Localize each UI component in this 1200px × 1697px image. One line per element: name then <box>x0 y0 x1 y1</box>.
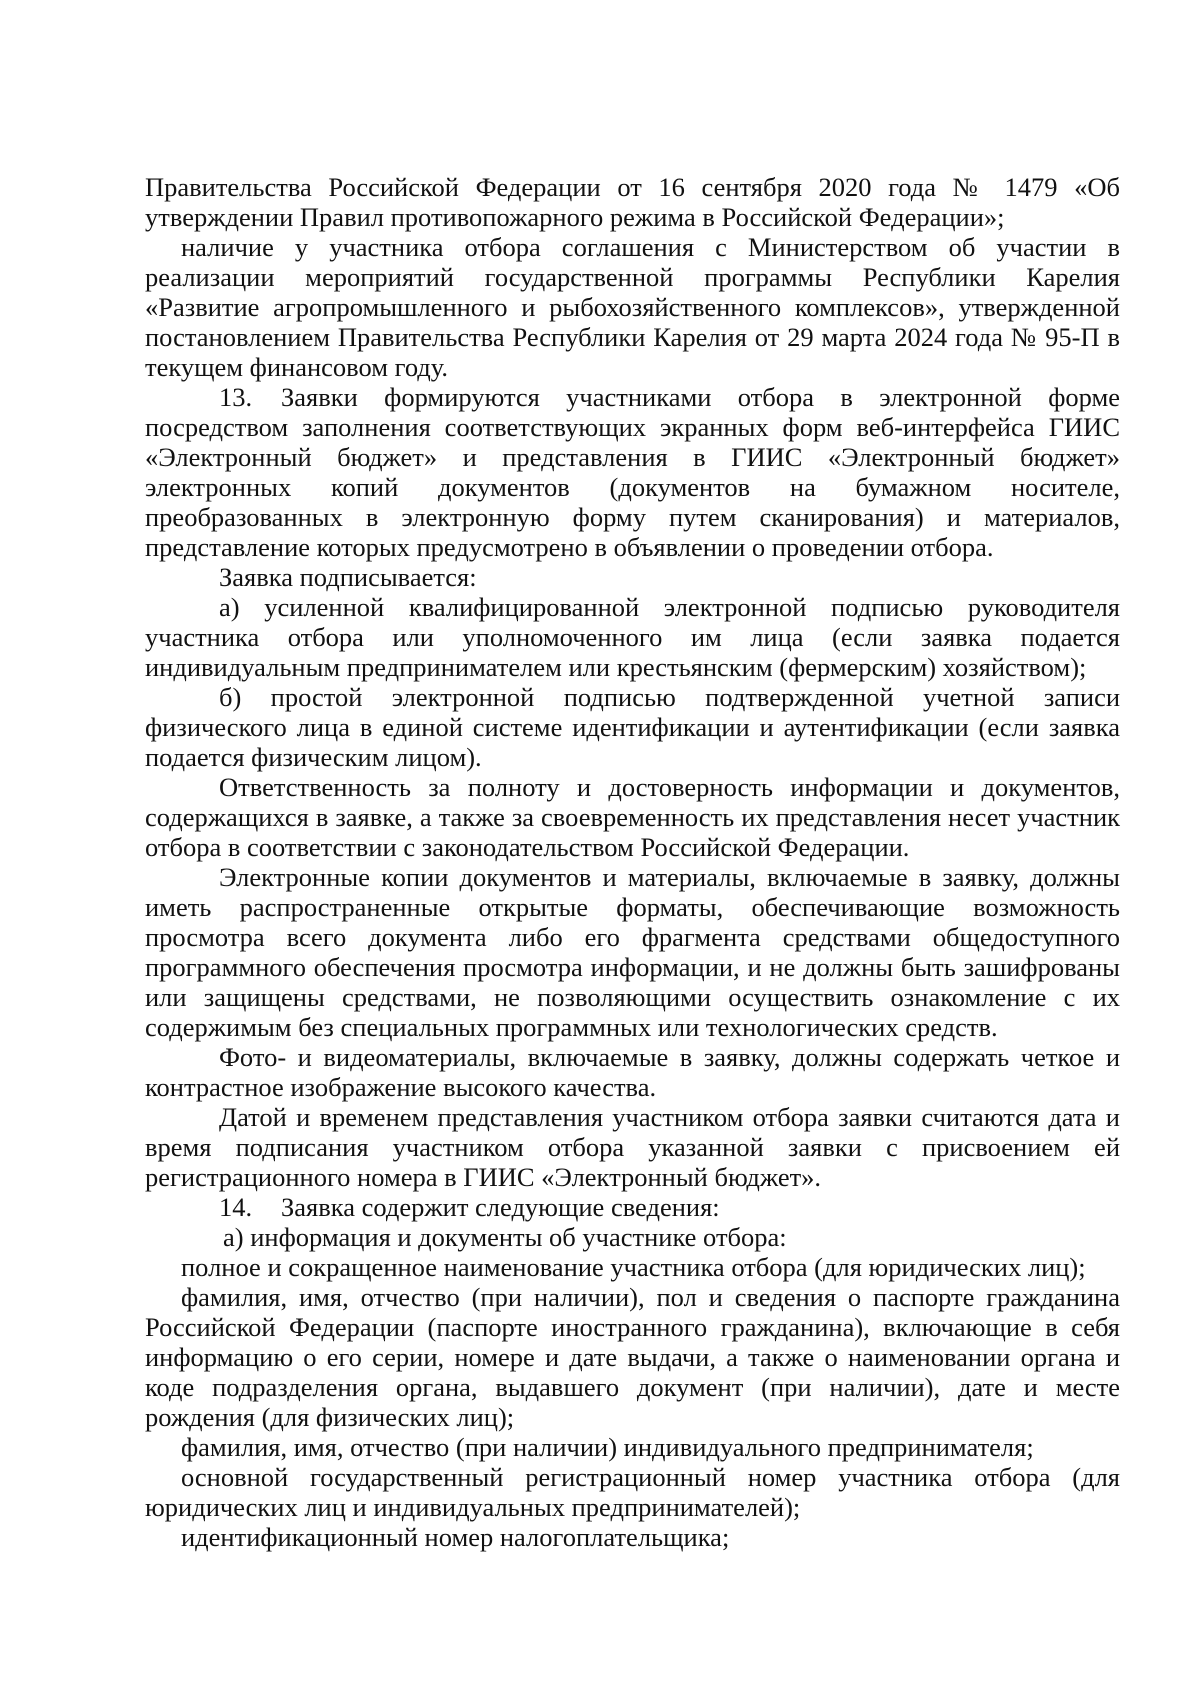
document-body <box>145 172 1120 1552</box>
paragraph-subitem-a2-text: информация и документы об участнике отбора: <box>250 1222 787 1252</box>
paragraph-subitem-a-signature <box>145 592 1120 682</box>
paragraph-passport-details: фамилия, имя, отчество (при наличии), пол и сведения о паспорте гражданина Российской Федерации (паспорте иностранного гражданина), включающие в себя информацию о его серии, номере и дате выдачи, а также о наименовании органа и коде подразделения органа, выдавшего документ (при наличии), дате и месте рождения (для физических лиц); <box>145 1282 1120 1432</box>
paragraph-subitem-b-text: простой электронной подписью подтвержденной учетной записи физического лица в единой системе идентификации и аутентификации (если заявка подается физическим лицом). <box>145 682 1121 772</box>
item-number-14: 14. <box>219 1192 253 1222</box>
paragraph-inn: идентификационный номер налогоплательщика; <box>181 1522 730 1552</box>
paragraph-full-name-legal: полное и сокращенное наименование участника отбора (для юридических лиц); <box>181 1252 1086 1282</box>
subitem-marker-a2: а) <box>223 1222 244 1252</box>
paragraph-date-time: Датой и временем представления участником отбора заявки считаются дата и время подписания участником отбора указанной заявки с присвоением ей регистрационного номера в ГИИС «Электронный бюджет». <box>145 1102 1120 1192</box>
subitem-marker-b: б) <box>219 682 242 712</box>
paragraph-subitem-b-signature <box>145 682 1120 772</box>
item-number-13: 13. <box>219 382 253 412</box>
paragraph-subitem-a-participant-info <box>145 1222 1120 1252</box>
paragraph-responsibility: Ответственность за полноту и достоверность информации и документов, содержащихся в заявке, а также за своевременность их представления несет участник отбора в соответствии с законодательством Российской Федерации. <box>145 772 1120 862</box>
paragraph-entrepreneur-name: фамилия, имя, отчество (при наличии) индивидуального предпринимателя; <box>181 1432 1034 1462</box>
paragraph-item-14 <box>145 1192 1120 1222</box>
paragraph-agreement-requirement: наличие у участника отбора соглашения с Министерством об участии в реализации мероприятий государственной программы Республики Карелия «Развитие агропромышленного и рыбохозяйственного комплексов», утвержденной постановлением Правительства Республики Карелия от 29 марта 2024 года № 95-П в текущем финансовом году. <box>145 232 1120 382</box>
paragraph-item-13-text: Заявки формируются участниками отбора в электронной форме посредством заполнения соответствующих экранных форм веб-интерфейса ГИИС «Электронный бюджет» и представления в ГИИС «Электронный бюджет» электронных копий документов (документов на бумажном носителе, преобразованных в электронную форму путем сканирования) и материалов, представление которых предусмотрено в объявлении о проведении отбора. <box>145 382 1120 562</box>
paragraph-photo-video: Фото- и видеоматериалы, включаемые в заявку, должны содержать четкое и контрастное изображение высокого качества. <box>145 1042 1120 1102</box>
paragraph-subitem-a-text: усиленной квалифицированной электронной подписью руководителя участника отбора или уполномоченного им лица (если заявка подается индивидуальным предпринимателем или крестьянским (фермерским) хозяйством); <box>145 592 1120 682</box>
paragraph-ogrn: основной государственный регистрационный номер участника отбора (для юридических лиц и индивидуальных предпринимателей); <box>145 1462 1120 1522</box>
paragraph-electronic-copies: Электронные копии документов и материалы, включаемые в заявку, должны иметь распространенные открытые форматы, обеспечивающие возможность просмотра всего документа либо его фрагмента средствами общедоступного программного обеспечения просмотра информации, и не должны быть зашифрованы или защищены средствами, не позволяющими осуществить ознакомление с их содержимым без специальных программных или технологических средств. <box>145 862 1120 1042</box>
paragraph-signing-intro: Заявка подписывается: <box>219 562 477 592</box>
subitem-marker-a: а) <box>219 592 240 622</box>
paragraph-item-14-text: Заявка содержит следующие сведения: <box>281 1192 720 1222</box>
paragraph-item-13 <box>145 382 1120 562</box>
paragraph-fire-regime-reference: Правительства Российской Федерации от 16 сентября 2020 года № 1479 «Об утверждении Правил противопожарного режима в Российской Федерации»; <box>145 172 1120 232</box>
